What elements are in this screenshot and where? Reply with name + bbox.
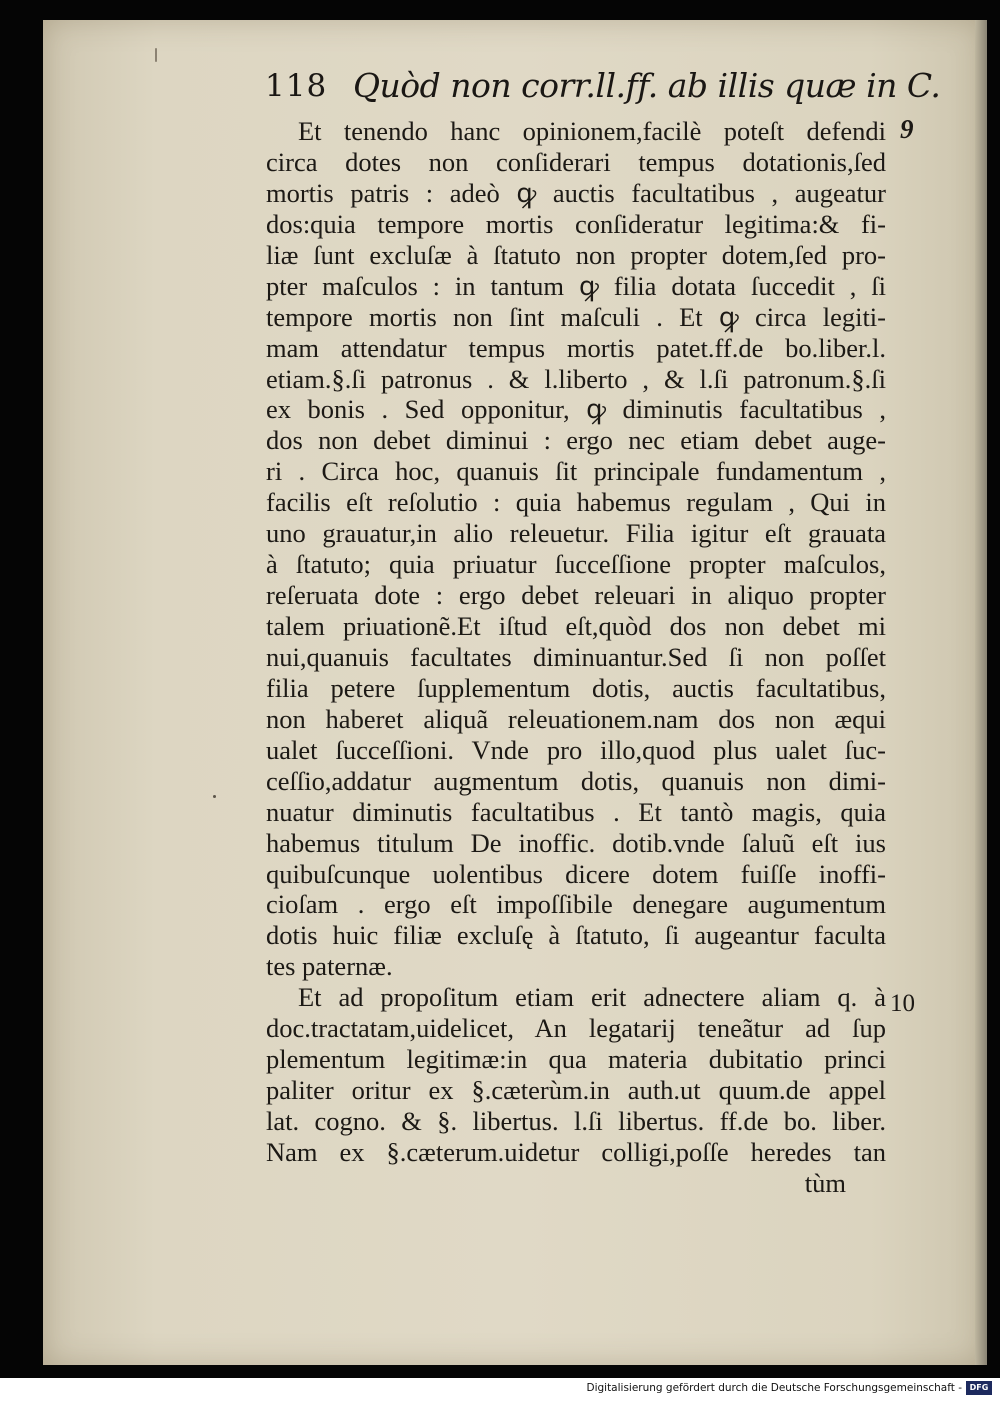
dfg-logo-icon: DFG [966, 1381, 992, 1395]
margin-number-9: 9 [900, 114, 914, 144]
paper-speck [213, 795, 216, 798]
text-line: Et ad propoſitum etiam erit adnectere aliam q. à [298, 982, 886, 1013]
text-line: ex bonis . Sed opponitur, ꝙ diminutis facultatibus , [266, 394, 886, 425]
text-line: ri . Circa hoc, quanuis ſit principale fundamentum , [266, 456, 886, 487]
text-line: cioſam . ergo eſt impoſſibile denegare augumentum [266, 889, 886, 920]
text-line: reſeruata dote : ergo debet releuari in aliquo propter [266, 580, 886, 611]
text-line: talem priuationẽ.Et iſtud eſt,quòd dos non debet mi [266, 611, 886, 641]
funding-credit: Digitalisierung gefördert durch die Deutsche Forschungsgemeinschaft - [586, 1382, 962, 1394]
text-line: facilis eſt reſolutio : quia habemus regulam , Qui in [266, 487, 886, 518]
text-line: plementum legitimæ:in qua materia dubitatio princi [266, 1044, 886, 1075]
text-line: dotis huic filiæ excluſę à ſtatuto, ſi augeantur faculta [266, 920, 886, 951]
text-line: tes paternæ. [266, 951, 393, 982]
catchword: tùm [804, 1167, 846, 1198]
text-line: mortis patris : adeò ꝙ auctis facultatibus , augeatur [266, 177, 886, 208]
text-line: pter maſculos : in tantum ꝙ filia dotata ſuccedit , ſi [266, 270, 886, 301]
text-line: Nam ex §.cæterum.uidetur colligi,poſſe heredes tan [266, 1136, 886, 1167]
text-line: etiam.§.ſi patronus . & l.liberto , & l.ſi patronum.§.ſi [266, 363, 886, 394]
text-line: Et tenendo hanc opinionem,facilè poteſt defendi [298, 116, 886, 146]
text-line: ualet ſucceſſioni. Vnde pro illo,quod plus ualet ſuc- [266, 734, 886, 765]
text-line: mam attendatur tempus mortis patet.ff.de bo.liber.l. [266, 332, 886, 363]
text-line: nuatur diminutis facultatibus . Et tantò magis, quia [266, 796, 886, 827]
text-line: circa dotes non conſiderari tempus dotationis,ſed [266, 146, 886, 177]
text-line: doc.tractatam,uidelicet, An legatarij teneãtur ad ſup [266, 1013, 886, 1044]
text-line: à ſtatuto; quia priuatur ſucceſſione propter maſculos, [266, 549, 886, 580]
text-line: nui,quanuis facultates diminuantur.Sed ſi non poſſet [266, 641, 886, 672]
text-line: dos:quia tempore mortis conſideratur legitima:& fi- [266, 208, 886, 239]
page-edge-shadow [975, 20, 987, 1365]
text-line: non haberet aliquã releuationem.nam dos non æqui [266, 703, 886, 734]
running-title: Quòd non corr.ll.ff. ab illis quæ in C. [353, 66, 941, 105]
text-line: paliter oritur ex §.cæterùm.in auth.ut quum.de appel [266, 1075, 886, 1106]
paper-speck [155, 48, 157, 62]
footer-bar [0, 1378, 1000, 1404]
text-line: uno grauatur,in alio releuetur. Filia igitur eſt grauata [266, 518, 886, 549]
body-text [266, 116, 886, 1199]
text-line: lat. cogno. & §. libertus. l.ſi libertus. ff.de bo. liber. [266, 1106, 886, 1136]
text-line: tempore mortis non ſint maſculi . Et ꝙ circa legiti- [266, 301, 886, 332]
page-number: 118 [265, 68, 328, 104]
text-line: ceſſio,addatur augmentum dotis, quanuis non dimi- [266, 765, 886, 796]
text-line: habemus titulum De inoffic. dotib.vnde ſaluũ eſt ius [266, 827, 886, 858]
text-line: quibuſcunque uolentibus dicere dotem fuiſſe inoffi- [266, 858, 886, 889]
text-line: liæ ſunt excluſæ à ſtatuto non propter dotem,ſed pro- [266, 239, 886, 270]
text-line: filia petere ſupplementum dotis, auctis facultatibus, [266, 672, 886, 703]
text-line: dos non debet diminui : ergo nec etiam debet auge- [266, 425, 886, 456]
page-header [265, 66, 941, 114]
margin-number-10: 10 [890, 990, 915, 1017]
